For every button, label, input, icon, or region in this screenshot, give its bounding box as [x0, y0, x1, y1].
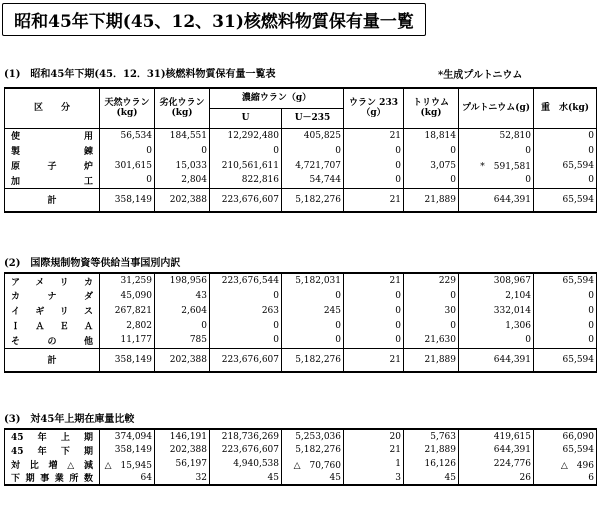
section2-heading: (2) 国際規制物資等供給当事国別内訳 [4, 258, 181, 269]
table-cell: 0 [282, 318, 344, 333]
table-cell: 21 [344, 128, 404, 143]
table-cell: 32 [155, 471, 210, 485]
row-label: 加 工 [5, 173, 100, 188]
table-cell: 267,821 [100, 303, 155, 318]
table-cell: 374,094 [100, 429, 155, 443]
table-cell: 0 [404, 173, 459, 188]
table-cell: 65,594 [534, 348, 597, 372]
table-cell: 358,149 [100, 348, 155, 372]
table-cell: 5,253,036 [282, 429, 344, 443]
table-row [5, 457, 597, 471]
col-enriched-uranium: 濃縮ウラン（g） [210, 88, 344, 108]
table-cell: 0 [344, 143, 404, 158]
table-cell: 245 [282, 303, 344, 318]
table-cell: 1 [344, 457, 404, 471]
table-cell: 2,804 [155, 173, 210, 188]
table-cell: 3 [344, 471, 404, 485]
table-cell: 0 [534, 333, 597, 348]
table-row [5, 333, 597, 348]
table-row [5, 318, 597, 333]
table-cell: 223,676,607 [210, 443, 282, 457]
table-cell: 16,126 [404, 457, 459, 471]
table-cell: 5,182,276 [282, 443, 344, 457]
table-cell: 218,736,269 [210, 429, 282, 443]
table-cell: 0 [282, 288, 344, 303]
table-cell: 4,721,707 [282, 158, 344, 173]
table-cell: 0 [344, 158, 404, 173]
table-cell: 18,814 [404, 128, 459, 143]
table-cell: 0 [100, 143, 155, 158]
table-row [5, 429, 597, 443]
table-cell: 263 [210, 303, 282, 318]
table-cell: 202,388 [155, 348, 210, 372]
table-cell: 5,182,276 [282, 348, 344, 372]
table-row [5, 471, 597, 485]
table-cell: 198,956 [155, 273, 210, 288]
table-cell: 43 [155, 288, 210, 303]
table-cell: 146,191 [155, 429, 210, 443]
table-cell: 223,676,544 [210, 273, 282, 288]
table-cell: 0 [534, 303, 597, 318]
table-cell: 785 [155, 333, 210, 348]
table-cell: 223,676,607 [210, 348, 282, 372]
col-plutonium: プルトニウム(g) [459, 88, 534, 128]
table-cell: △ 15,945 [100, 457, 155, 471]
table-total-label: 計 [5, 188, 100, 212]
table-cell: * 591,581 [459, 158, 534, 173]
table-cell: 11,177 [100, 333, 155, 348]
plutonium-note: *生成プルトニウム [438, 70, 523, 81]
table-cell: 3,075 [404, 158, 459, 173]
table-cell: 0 [344, 173, 404, 188]
table-cell: 0 [534, 128, 597, 143]
table-cell: 0 [210, 318, 282, 333]
comparison-table [4, 428, 597, 486]
table-row [5, 128, 597, 143]
table-cell: 52,810 [459, 128, 534, 143]
row-label: Ｉ Ａ Ｅ Ａ [5, 318, 100, 333]
table-cell: 184,551 [155, 128, 210, 143]
table-cell: 4,940,538 [210, 457, 282, 471]
table-cell: 0 [459, 173, 534, 188]
section1-heading: (1) 昭和45年下期(45．12．31)核燃料物質保有量一覧表 [4, 69, 276, 80]
row-label: 対 比 増 △ 減 [5, 457, 100, 471]
table-cell: 45,090 [100, 288, 155, 303]
supplier-table [4, 272, 597, 373]
table-cell: 0 [344, 318, 404, 333]
table-cell: 0 [282, 333, 344, 348]
table-cell: 358,149 [100, 443, 155, 457]
table-cell: 6 [534, 471, 597, 485]
table-cell: 2,604 [155, 303, 210, 318]
table-cell: 405,825 [282, 128, 344, 143]
page-title: 昭和45年下期(45、12、31)核燃料物質保有量一覧 [2, 3, 426, 36]
table-cell: 0 [282, 143, 344, 158]
table-cell: 21 [344, 188, 404, 212]
table-row [5, 143, 597, 158]
table-cell: 54,744 [282, 173, 344, 188]
col-natural-uranium: 天然ウラン(kg) [100, 88, 155, 128]
table-cell: 21,889 [404, 348, 459, 372]
table-cell: 56,197 [155, 457, 210, 471]
table-cell: 0 [210, 288, 282, 303]
row-label: そ の 他 [5, 333, 100, 348]
table-row [5, 273, 597, 288]
table-row [5, 173, 597, 188]
table-cell: 45 [404, 471, 459, 485]
row-label: イ ギ リ ス [5, 303, 100, 318]
table-cell: 0 [404, 143, 459, 158]
col-u235: U－235 [282, 108, 344, 128]
table-cell: 2,104 [459, 288, 534, 303]
table-total-label: 計 [5, 348, 100, 372]
row-label: 45 年 下 期 [5, 443, 100, 457]
table-cell: 0 [534, 173, 597, 188]
table-cell: 0 [404, 288, 459, 303]
table-cell: 202,388 [155, 443, 210, 457]
table-cell: 0 [344, 303, 404, 318]
row-label: 45 年 上 期 [5, 429, 100, 443]
table-cell: 21 [344, 348, 404, 372]
table-cell: 2,802 [100, 318, 155, 333]
table-cell: 223,676,607 [210, 188, 282, 212]
table-cell: 0 [210, 143, 282, 158]
table-cell: 332,014 [459, 303, 534, 318]
holdings-table [4, 87, 597, 213]
table-cell: 56,534 [100, 128, 155, 143]
table-cell: △ 70,760 [282, 457, 344, 471]
row-label: 下期事業所数 [5, 471, 100, 485]
table-cell: 21 [344, 273, 404, 288]
table-cell: 45 [210, 471, 282, 485]
table-cell: 0 [344, 288, 404, 303]
table-cell: 419,615 [459, 429, 534, 443]
table-cell: 644,391 [459, 188, 534, 212]
table-cell: 0 [459, 143, 534, 158]
table-cell: △ 496 [534, 457, 597, 471]
table-cell: 0 [100, 173, 155, 188]
table-cell: 65,594 [534, 443, 597, 457]
table-cell: 30 [404, 303, 459, 318]
table-cell: 210,561,611 [210, 158, 282, 173]
table-cell: 0 [459, 333, 534, 348]
table-cell: 5,182,031 [282, 273, 344, 288]
table-cell: 65,594 [534, 188, 597, 212]
row-label: カ ナ ダ [5, 288, 100, 303]
col-thorium: トリウム(kg) [404, 88, 459, 128]
col-u233: ウラン 233（g） [344, 88, 404, 128]
table-cell: 21,889 [404, 443, 459, 457]
table-cell: 45 [282, 471, 344, 485]
row-label: 使 用 [5, 128, 100, 143]
table-cell: 308,967 [459, 273, 534, 288]
table-cell: 0 [534, 318, 597, 333]
table-cell: 21 [344, 443, 404, 457]
table-cell: 0 [155, 143, 210, 158]
table-row [5, 303, 597, 318]
table-cell: 358,149 [100, 188, 155, 212]
table-cell: 21,630 [404, 333, 459, 348]
table-cell: 65,594 [534, 158, 597, 173]
table-row [5, 443, 597, 457]
table-cell: 202,388 [155, 188, 210, 212]
table-cell: 0 [534, 288, 597, 303]
table-cell: 15,033 [155, 158, 210, 173]
table-cell: 0 [344, 333, 404, 348]
table-cell: 0 [210, 333, 282, 348]
table-cell: 0 [404, 318, 459, 333]
table-cell: 5,182,276 [282, 188, 344, 212]
table-cell: 229 [404, 273, 459, 288]
table-row [5, 288, 597, 303]
row-label: ア メ リ カ [5, 273, 100, 288]
col-heavy-water: 重 水(kg) [534, 88, 597, 128]
table-cell: 644,391 [459, 443, 534, 457]
table-row [5, 158, 597, 173]
col-u: U [210, 108, 282, 128]
col-depleted-uranium: 劣化ウラン(kg) [155, 88, 210, 128]
table-cell: 65,594 [534, 273, 597, 288]
table-cell: 224,776 [459, 457, 534, 471]
table-cell: 66,090 [534, 429, 597, 443]
row-label: 製 錬 [5, 143, 100, 158]
table-cell: 31,259 [100, 273, 155, 288]
table-cell: 0 [155, 318, 210, 333]
table-cell: 26 [459, 471, 534, 485]
table-cell: 822,816 [210, 173, 282, 188]
table-cell: 301,615 [100, 158, 155, 173]
table-cell: 12,292,480 [210, 128, 282, 143]
table-cell: 0 [534, 143, 597, 158]
col-kubun: 区 分 [5, 88, 100, 128]
table-cell: 5,763 [404, 429, 459, 443]
table-cell: 1,306 [459, 318, 534, 333]
row-label: 原 子 炉 [5, 158, 100, 173]
section3-heading: (3) 対45年上期在庫量比較 [4, 414, 135, 425]
table-cell: 644,391 [459, 348, 534, 372]
table-cell: 20 [344, 429, 404, 443]
table-cell: 21,889 [404, 188, 459, 212]
table-cell: 64 [100, 471, 155, 485]
